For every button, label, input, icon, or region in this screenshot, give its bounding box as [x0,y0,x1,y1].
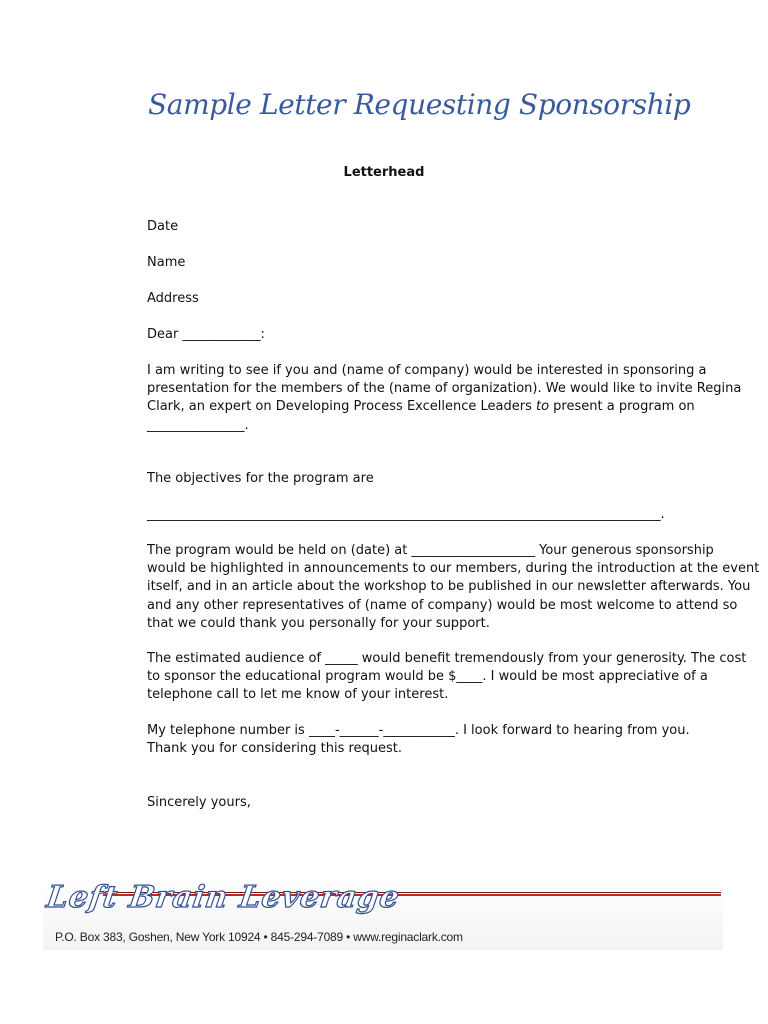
intro-italic-to: to [535,399,550,415]
address-line: Address [147,291,199,306]
objectives-label: The objectives for the program are [147,471,374,486]
phone-line: My telephone number is ____-______-___________. I look forward to hearing from you. [147,723,690,738]
footer-contact: P.O. Box 383, Goshen, New York 10924 • 845-294-7089 • www.reginaclark.com [55,930,463,944]
intro-line-3-start: Clark, an expert on Developing Process Excellence Leaders [147,399,536,415]
program-line: would be highlighted in announcements to our members, during the introduction at the event [147,561,760,577]
audience-line: The estimated audience of _____ would benefit tremendously from your generosity. The cost [147,651,747,666]
closing: Sincerely yours, [147,795,251,810]
program-line: and any other representatives of (name of company) would be most welcome to attend so [147,597,738,613]
left-brain-leverage-logo: Left Brain Leverage [44,880,403,915]
program-line: that we could thank you personally for your support. [147,615,490,631]
name-line: Name [147,255,186,270]
intro-paragraph [147,362,742,435]
phone-line: Thank you for considering this request. [147,741,403,757]
audience-line: telephone call to let me know of your interest. [147,687,449,703]
phone-paragraph [147,722,722,758]
footer [43,880,723,950]
intro-line-1: I am writing to see if you and (name of company) would be interested in sponsoring a [147,363,707,378]
salutation: Dear ____________: [147,327,265,342]
intro-line-3-end: present a program on [549,399,695,415]
program-line: itself, and in an article about the workshop to be published in our newsletter afterwards. You [147,579,751,595]
program-line: The program would be held on (date) at ___________________ Your generous sponsorship [147,543,714,558]
program-paragraph [147,542,760,633]
page-title: Sample Letter Requesting Sponsorship [148,88,691,121]
date-line: Date [147,219,179,234]
audience-paragraph [147,650,747,705]
intro-line-2: presentation for the members of the (name of organization). We would like to invite Regina [147,381,742,397]
intro-line-3 [147,398,722,416]
intro-line-4: _______________. [147,417,249,433]
objectives-blank: _______________________________________________________________________________. [147,507,665,522]
audience-line: to sponsor the educational program would be $____. I would be most appreciative of a [147,669,708,685]
letterhead-heading: Letterhead [343,165,425,180]
